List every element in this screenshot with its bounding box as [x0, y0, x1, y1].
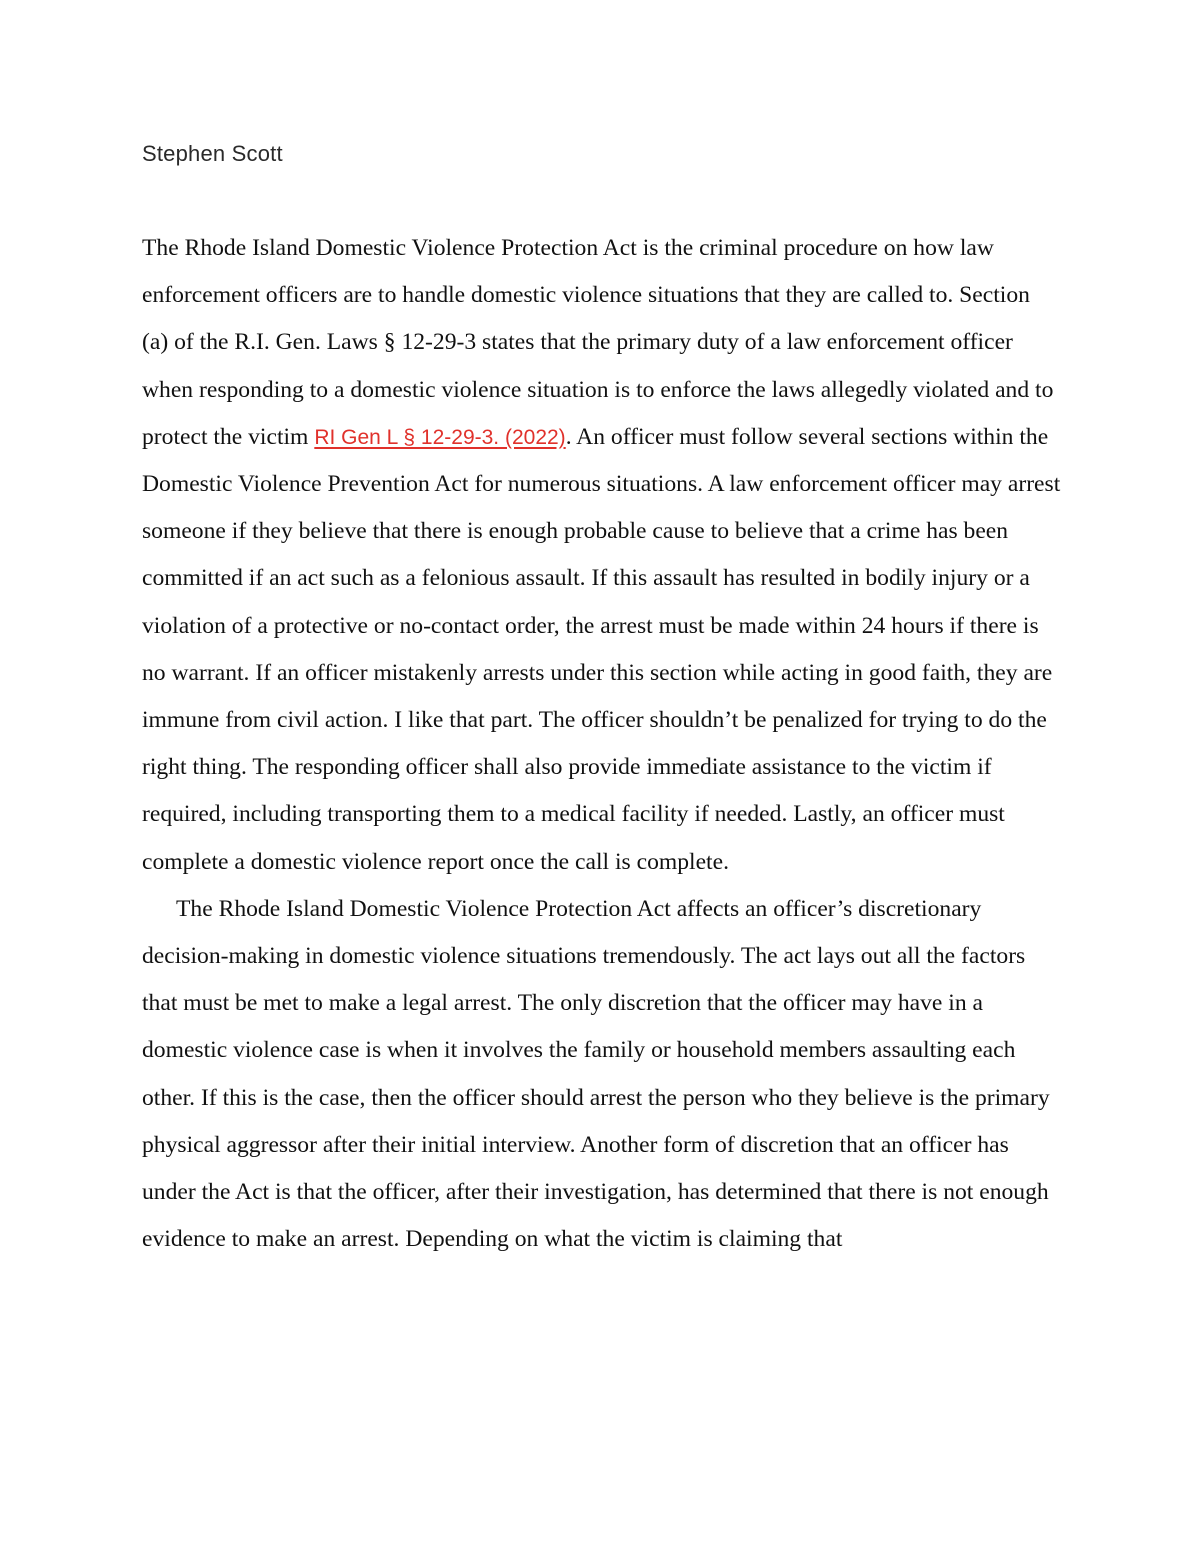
- paragraph-1: [142, 225, 1062, 886]
- document-body: [142, 225, 1062, 1263]
- author-name: Stephen Scott: [142, 141, 283, 166]
- paragraph-1-text-end: . An officer must follow several sections within the Domestic Violence Prevention Act for numerous situations. A law enforcement officer may arrest someone if they believe that there is enough probable cause to believe that a crime has been committed if an act such as a felonious assault. If this assault has resulted in bodily injury or a violation of a protective or no-contact order, the arrest must be made within 24 hours if there is no warrant. If an officer mistakenly arrests under this section while acting in good faith, they are immune from civil action. I like that part. The officer shouldn’t be penalized for trying to do the right thing. The responding officer shall also provide immediate assistance to the victim if required, including transporting them to a medical facility if needed. Lastly, an officer must complete a domestic violence report once the call is complete.: [142, 423, 1061, 875]
- paragraph-1-text-start: The Rhode Island Domestic Violence Protection Act is the criminal procedure on how law enforcement officers are to handle domestic violence situations that they are called to. Section (a) of the R.I. Gen. Laws § 12-29-3 states that the primary duty of a law enforcement officer when responding to a domestic violence situation is to enforce the laws allegedly violated and to protect the victim: [142, 235, 1054, 450]
- paragraph-2: The Rhode Island Domestic Violence Protection Act affects an officer’s discretionary decision-making in domestic violence situations tremendously. The act lays out all the factors that must be met to make a legal arrest. The only discretion that the officer may have in a domestic violence case is when it involves the family or household members assaulting each other. If this is the case, then the officer should arrest the person who they believe is the primary physical aggressor after their initial interview. Another form of discretion that an officer has under the Act is that the officer, after their investigation, has determined that there is not enough evidence to make an arrest. Depending on what the victim is claiming that: [142, 895, 1050, 1253]
- citation-link[interactable]: RI Gen L § 12-29-3. (2022): [314, 425, 566, 449]
